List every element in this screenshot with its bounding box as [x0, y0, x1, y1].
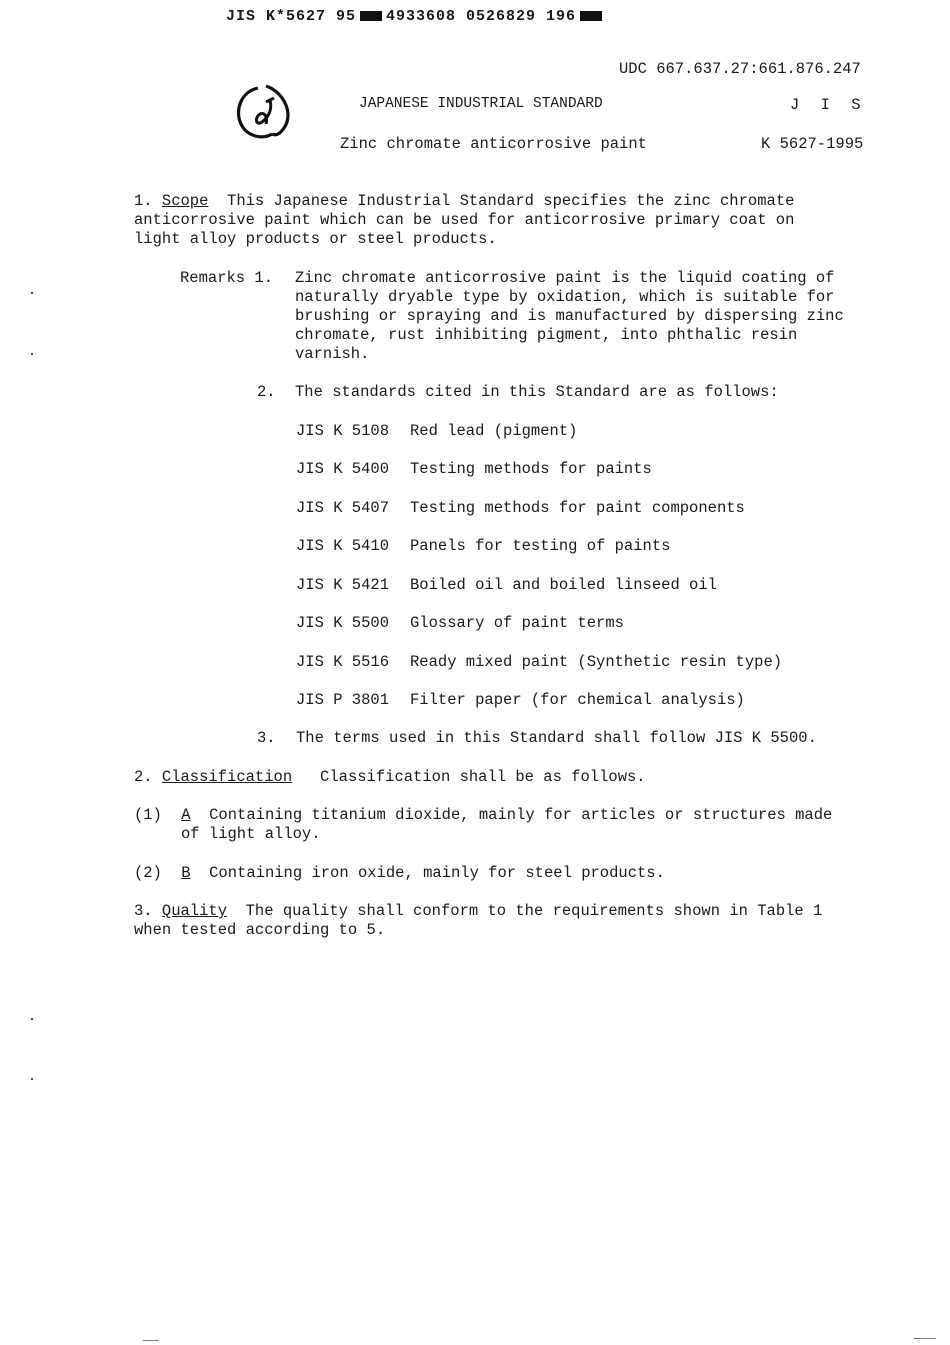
standard-code: JIS K 5407 — [296, 499, 390, 517]
quality-section — [134, 902, 822, 940]
remark-3-text: The terms used in this Standard shall follow JIS K 5500. — [296, 729, 817, 747]
barcode-block — [360, 11, 382, 21]
class-a-label: A — [181, 806, 191, 824]
scope-heading: Scope — [161, 192, 209, 210]
class-a-number: (1) — [134, 806, 172, 824]
scope-section — [134, 192, 794, 249]
standard-number: K 5627-1995 — [761, 135, 864, 153]
barcode-block — [580, 11, 602, 21]
scan-mark — [143, 1340, 159, 1341]
classification-number: 2. — [134, 768, 162, 786]
standard-code: JIS K 5108 — [296, 422, 390, 440]
class-a-item — [134, 806, 832, 825]
standard-code: JIS K 5410 — [296, 537, 390, 555]
jis-mark: J I S — [790, 96, 867, 114]
class-a-text-first: Containing titanium dioxide, mainly for articles or structures made — [190, 806, 833, 824]
standard-title-text: Red lead (pigment) — [410, 422, 578, 440]
scope-text-rest: anticorrosive paint which can be used for anticorrosive primary coat on light alloy products or steel products. — [134, 211, 795, 248]
standard-title-text: Filter paper (for chemical analysis) — [410, 691, 745, 709]
remark-1-text: Zinc chromate anticorrosive paint is the liquid coating of naturally dryable type by oxidation, which is suitable for brushing or spraying and is manufactured by dispersing zinc chromate, rust inhibiting pigment, into phthalic resin varnish. — [295, 269, 844, 363]
class-b-text: Containing iron oxide, mainly for steel products. — [190, 864, 665, 882]
classification-section — [134, 768, 646, 787]
class-b-number: (2) — [134, 864, 172, 882]
document-code-a: JIS K*5627 95 — [226, 8, 357, 25]
class-b-item — [134, 864, 665, 883]
standard-code: JIS K 5421 — [296, 576, 390, 594]
scan-speck — [31, 1018, 33, 1020]
classification-heading: Classification — [161, 768, 293, 786]
standard-title-text: Panels for testing of paints — [410, 537, 671, 555]
standard-title-text: Testing methods for paint components — [410, 499, 745, 517]
remark-3-number: 3. — [257, 729, 276, 747]
standard-title-text: Testing methods for paints — [410, 460, 652, 478]
standard-title: JAPANESE INDUSTRIAL STANDARD — [359, 96, 603, 112]
quality-heading: Quality — [161, 902, 228, 920]
standard-code: JIS P 3801 — [296, 691, 390, 709]
document-code-b: 4933608 0526829 196 — [386, 8, 577, 25]
standard-code: JIS K 5400 — [296, 460, 390, 478]
remark-2-number: 2. — [257, 383, 276, 401]
class-a-text-rest: of light alloy. — [181, 825, 321, 843]
scan-speck — [31, 292, 33, 294]
scan-speck — [31, 353, 33, 355]
quality-text-rest: when tested according to 5. — [134, 921, 386, 939]
classification-text: Classification shall be as follows. — [292, 768, 646, 786]
udc-number: UDC 667.637.27:661.876.247 — [619, 60, 861, 78]
document-code-line — [226, 8, 606, 25]
quality-text-first: The quality shall conform to the requirements shown in Table 1 — [227, 902, 823, 920]
standard-code: JIS K 5516 — [296, 653, 390, 671]
remarks-label: Remarks 1. — [180, 269, 274, 287]
jis-logo-icon — [232, 82, 296, 151]
scope-text-first: This Japanese Industrial Standard specifies the zinc chromate — [208, 192, 795, 210]
standard-title-text: Boiled oil and boiled linseed oil — [410, 576, 717, 594]
scope-number: 1. — [134, 192, 162, 210]
scan-speck — [31, 1078, 33, 1080]
quality-number: 3. — [134, 902, 162, 920]
standard-title-text: Glossary of paint terms — [410, 614, 624, 632]
remark-2-text: The standards cited in this Standard are as follows: — [295, 383, 779, 401]
standard-code: JIS K 5500 — [296, 614, 390, 632]
class-b-label: B — [181, 864, 191, 882]
standard-title-text: Ready mixed paint (Synthetic resin type) — [410, 653, 783, 671]
scan-mark — [914, 1338, 936, 1339]
standard-subject: Zinc chromate anticorrosive paint — [340, 135, 647, 153]
